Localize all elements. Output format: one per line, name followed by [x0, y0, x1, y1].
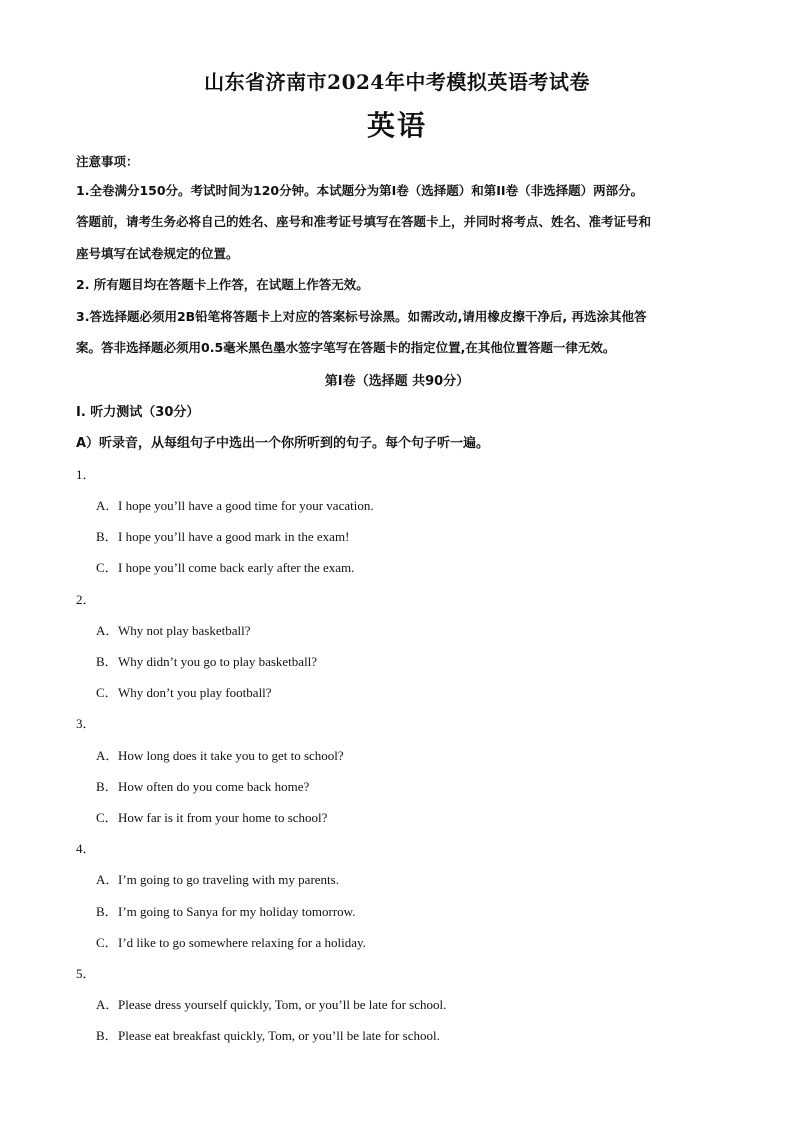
option-row — [96, 994, 446, 1013]
question-number: 5． — [76, 966, 96, 981]
option-text: How far is it from your home to school? — [118, 810, 328, 825]
question-number: 3． — [76, 716, 96, 731]
notice-line: 3.答选择题必须用2B铅笔将答题卡上对应的答案标号涂黑。如需改动,请用橡皮擦干净后, 再选涂其他答 — [76, 309, 647, 324]
option-row — [96, 901, 355, 920]
option-text: I hope you’ll have a good time for your vacation. — [118, 498, 374, 513]
question-number: 1． — [76, 467, 96, 482]
option-text: I hope you’ll come back early after the exam. — [118, 560, 355, 575]
option-text: Please dress yourself quickly, Tom, or you’ll be late for school. — [118, 997, 447, 1012]
option-letter: C． — [96, 685, 118, 700]
option-row — [96, 651, 317, 670]
option-text: I’m going to Sanya for my holiday tomorrow. — [118, 904, 356, 919]
option-row — [96, 495, 374, 514]
option-text: Please eat breakfast quickly, Tom, or you’ll be late for school. — [118, 1028, 440, 1043]
notice-heading: 注意事项： — [76, 154, 139, 169]
option-row — [96, 807, 327, 826]
option-text: I’m going to go traveling with my parents. — [118, 872, 339, 887]
option-row — [96, 745, 344, 764]
option-letter: A． — [96, 498, 119, 513]
option-text: I’d like to go somewhere relaxing for a holiday. — [118, 935, 366, 950]
option-letter: A． — [96, 997, 119, 1012]
option-row — [96, 776, 309, 795]
option-text: Why didn’t you go to play basketball? — [118, 654, 318, 669]
option-letter: B． — [96, 779, 118, 794]
option-letter: A． — [96, 872, 119, 887]
notice-line: 1.全卷满分150分。考试时间为120分钟。本试题分为第Ⅰ卷（选择题）和第II卷（非选择题）两部分。 — [76, 183, 644, 198]
option-row — [96, 869, 339, 888]
option-row — [96, 620, 251, 639]
option-letter: B． — [96, 529, 118, 544]
part-heading: Ⅰ. 听力测试（30分） — [76, 405, 200, 420]
option-text: How long does it take you to get to school? — [118, 748, 344, 763]
question-number: 4． — [76, 841, 96, 856]
notice-line: 案。答非选择题必须用0.5毫米黑色墨水签字笔写在答题卡的指定位置,在其他位置答题一律无效。 — [76, 340, 616, 355]
option-text: I hope you’ll have a good mark in the exam! — [118, 529, 350, 544]
option-row — [96, 932, 366, 951]
option-text: How often do you come back home? — [118, 779, 310, 794]
part-instruction: A）听录音，从每组句子中选出一个你所听到的句子。每个句子听一遍。 — [76, 436, 490, 451]
section-heading: 第Ⅰ卷（选择题 共90分） — [324, 374, 470, 389]
option-letter: B． — [96, 654, 118, 669]
option-text: Why don’t you play football? — [118, 685, 272, 700]
option-letter: C． — [96, 560, 118, 575]
option-letter: B． — [96, 1028, 118, 1043]
notice-line: 答题前，请考生务必将自己的姓名、座号和准考证号填写在答题卡上，并同时将考点、姓名、准考证号和 — [76, 214, 652, 229]
option-letter: C． — [96, 935, 118, 950]
question-number: 2． — [76, 592, 96, 607]
option-text: Why not play basketball? — [118, 623, 251, 638]
option-row — [96, 682, 272, 701]
option-letter: C． — [96, 810, 118, 825]
option-row — [96, 1025, 440, 1044]
option-letter: B． — [96, 904, 118, 919]
option-letter: A． — [96, 623, 119, 638]
option-letter: A． — [96, 748, 119, 763]
notice-line: 座号填写在试卷规定的位置。 — [76, 246, 239, 261]
option-row — [96, 526, 349, 545]
subject-title: 英语 — [366, 109, 427, 142]
notice-line: 2. 所有题目均在答题卡上作答，在试题上作答无效。 — [76, 277, 369, 292]
exam-title: 山东省济南市2024年中考模拟英语考试卷 — [204, 70, 590, 94]
option-row — [96, 557, 354, 576]
